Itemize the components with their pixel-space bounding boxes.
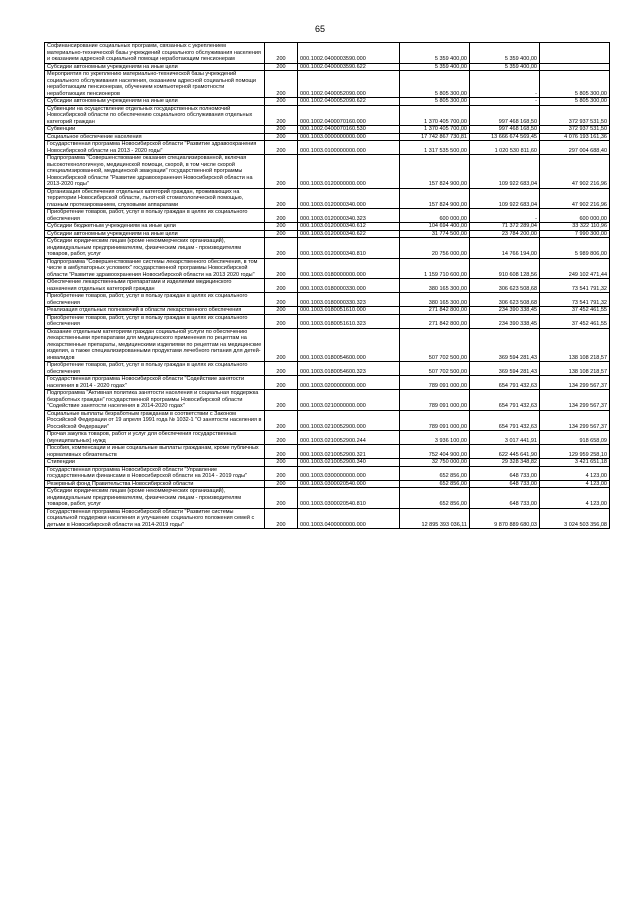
row-classification-code-cell: 000.1003.0300020540.000	[298, 480, 400, 488]
table-row	[45, 155, 610, 189]
row-line-code-cell: 200	[265, 223, 298, 231]
row-executed-amount-cell: 997 468 168,50	[470, 126, 540, 134]
row-unexecuted-amount-cell: 5 805 300,00	[540, 71, 610, 98]
table-row	[45, 410, 610, 431]
table-row	[45, 480, 610, 488]
row-line-code-cell: 200	[265, 459, 298, 467]
row-executed-amount-cell: 306 623 508,68	[470, 293, 540, 307]
row-unexecuted-amount-cell: 4 076 193 161,36	[540, 133, 610, 141]
row-unexecuted-amount-cell: 37 452 461,55	[540, 307, 610, 315]
row-executed-amount-cell: 997 468 168,50	[470, 105, 540, 126]
row-approved-amount-cell: 789 091 000,00	[400, 376, 470, 390]
row-approved-amount-cell: 12 895 393 036,11	[400, 508, 470, 529]
table-row	[45, 209, 610, 223]
row-unexecuted-amount-cell: 134 299 567,37	[540, 410, 610, 431]
row-unexecuted-amount-cell: 3 421 651,18	[540, 459, 610, 467]
row-classification-code-cell: 000.1003.0210052900.000	[298, 410, 400, 431]
row-unexecuted-amount-cell: 33 322 110,96	[540, 223, 610, 231]
row-executed-amount-cell: 622 445 641,90	[470, 445, 540, 459]
row-line-code-cell: 200	[265, 230, 298, 238]
table-row	[45, 459, 610, 467]
row-unexecuted-amount-cell: 47 902 216,96	[540, 188, 610, 209]
row-line-code-cell: 200	[265, 258, 298, 279]
row-approved-amount-cell: 1 317 535 500,00	[400, 141, 470, 155]
row-classification-code-cell: 000.1003.0180000000.000	[298, 258, 400, 279]
row-classification-code-cell: 000.1003.0180051610.323	[298, 314, 400, 328]
row-approved-amount-cell: 652 856,00	[400, 488, 470, 509]
row-name-cell: Подпрограмма "Совершенствование системы лекарственного обеспечения, в том числе в амбулаторных условиях" государственной программы Новосибирской области "Развитие здравоохранения Новосибирской области на 2013 2020 годы"	[45, 258, 265, 279]
row-approved-amount-cell: 789 091 000,00	[400, 390, 470, 411]
row-unexecuted-amount-cell: 4 123,00	[540, 466, 610, 480]
row-approved-amount-cell: 5 359 400,00	[400, 63, 470, 71]
row-line-code-cell: 200	[265, 126, 298, 134]
row-classification-code-cell: 000.1002.0400070160.530	[298, 126, 400, 134]
row-unexecuted-amount-cell: 600 000,00	[540, 209, 610, 223]
row-name-cell: Приобретение товаров, работ, услуг в пользу граждан в целях их социального обеспечения	[45, 209, 265, 223]
row-classification-code-cell: 000.1003.0210052900.340	[298, 459, 400, 467]
row-line-code-cell: 200	[265, 279, 298, 293]
row-approved-amount-cell: 5 805 300,00	[400, 71, 470, 98]
table-row	[45, 105, 610, 126]
table-row	[45, 188, 610, 209]
table-row	[45, 230, 610, 238]
row-unexecuted-amount-cell: 918 658,09	[540, 431, 610, 445]
row-executed-amount-cell: 306 623 508,68	[470, 279, 540, 293]
row-executed-amount-cell: 23 784 200,00	[470, 230, 540, 238]
row-classification-code-cell: 000.1003.0200000000.000	[298, 376, 400, 390]
table-row	[45, 445, 610, 459]
row-classification-code-cell: 000.1003.0180054600.000	[298, 328, 400, 362]
row-unexecuted-amount-cell: 134 299 567,37	[540, 376, 610, 390]
row-name-cell: Государственная программа Новосибирской области "Управление государственными финансами в Новосибирской области на 2014 - 2019 годы"	[45, 466, 265, 480]
row-name-cell: Субвенции на осуществление отдельных государственных полномочий Новосибирской области по обеспечению социального обслуживания отдельных категорий граждан	[45, 105, 265, 126]
row-classification-code-cell: 000.1003.0120000340.622	[298, 230, 400, 238]
table-row	[45, 328, 610, 362]
table-row	[45, 314, 610, 328]
row-executed-amount-cell: 648 733,00	[470, 488, 540, 509]
row-approved-amount-cell: 104 694 400,00	[400, 223, 470, 231]
table-row	[45, 376, 610, 390]
row-name-cell: Стипендии	[45, 459, 265, 467]
row-classification-code-cell: 000.1003.0210052900.244	[298, 431, 400, 445]
row-line-code-cell: 200	[265, 209, 298, 223]
row-unexecuted-amount-cell: 138 108 218,57	[540, 362, 610, 376]
row-approved-amount-cell: 380 165 300,00	[400, 293, 470, 307]
row-unexecuted-amount-cell	[540, 63, 610, 71]
row-unexecuted-amount-cell: 129 959 258,10	[540, 445, 610, 459]
row-approved-amount-cell: 789 091 000,00	[400, 410, 470, 431]
row-classification-code-cell: 000.1003.0180000330.000	[298, 279, 400, 293]
row-unexecuted-amount-cell: 3 024 503 356,08	[540, 508, 610, 529]
row-line-code-cell: 200	[265, 488, 298, 509]
row-executed-amount-cell: 910 608 128,56	[470, 258, 540, 279]
table-row	[45, 307, 610, 315]
row-classification-code-cell: 000.1003.0000000000.000	[298, 133, 400, 141]
row-executed-amount-cell: -	[470, 209, 540, 223]
row-approved-amount-cell: 157 824 900,00	[400, 188, 470, 209]
row-classification-code-cell: 000.1002.0400003590.000	[298, 43, 400, 64]
row-executed-amount-cell: 109 922 683,04	[470, 155, 540, 189]
row-line-code-cell: 200	[265, 328, 298, 362]
row-approved-amount-cell: 752 404 900,00	[400, 445, 470, 459]
row-executed-amount-cell: 29 328 348,82	[470, 459, 540, 467]
row-executed-amount-cell: -	[470, 71, 540, 98]
row-classification-code-cell: 000.1003.0120000340.810	[298, 238, 400, 259]
table-body	[45, 43, 610, 529]
row-approved-amount-cell: 271 842 800,00	[400, 314, 470, 328]
row-approved-amount-cell: 600 000,00	[400, 209, 470, 223]
table-row	[45, 43, 610, 64]
row-name-cell: Субсидии юридическим лицам (кроме некоммерческих организаций), индивидуальным предпринимателям, физическим лицам - производителям товаров, работ, услуг	[45, 488, 265, 509]
row-classification-code-cell: 000.1003.0180051610.000	[298, 307, 400, 315]
row-line-code-cell: 200	[265, 466, 298, 480]
row-executed-amount-cell: 369 594 281,43	[470, 328, 540, 362]
row-approved-amount-cell: 5 805 300,00	[400, 98, 470, 106]
row-executed-amount-cell: 71 372 289,04	[470, 223, 540, 231]
row-name-cell: Субсидии автономным учреждениям на иные цели	[45, 98, 265, 106]
row-line-code-cell: 200	[265, 390, 298, 411]
budget-execution-table	[44, 42, 610, 529]
row-name-cell: Пособия, компенсации и иные социальные выплаты гражданам, кроме публичных нормативных обязательств	[45, 445, 265, 459]
row-approved-amount-cell: 652 856,00	[400, 466, 470, 480]
row-executed-amount-cell: 109 922 683,04	[470, 188, 540, 209]
row-name-cell: Государственная программа Новосибирской области "Развитие системы социальной поддержки населения и улучшение социального положения семей с детьми в Новосибирской области на 2014-2019 годы"	[45, 508, 265, 529]
row-name-cell: Организация обеспечения отдельных категорий граждан, проживающих на территории Новосибирской области, льготной стоматологической помощью, глазным протезированием, слуховыми аппаратами	[45, 188, 265, 209]
row-name-cell: Субвенции	[45, 126, 265, 134]
row-approved-amount-cell: 31 774 500,00	[400, 230, 470, 238]
row-name-cell: Социальное обеспечение населения	[45, 133, 265, 141]
row-name-cell: Субсидии автономным учреждениям на иные цели	[45, 63, 265, 71]
row-approved-amount-cell: 32 750 000,00	[400, 459, 470, 467]
table-row	[45, 63, 610, 71]
row-classification-code-cell: 000.1002.0400052090.000	[298, 71, 400, 98]
row-name-cell: Приобретение товаров, работ, услуг в пользу граждан в целях их социального обеспечения	[45, 293, 265, 307]
row-executed-amount-cell: 3 017 441,91	[470, 431, 540, 445]
row-name-cell: Подпрограмма "Активная политика занятости населения и социальная поддержка безработных граждан" государственной программы Новосибирской области "Содействие занятости населения в 2014-2020 годах"	[45, 390, 265, 411]
row-unexecuted-amount-cell: 4 123,00	[540, 480, 610, 488]
row-unexecuted-amount-cell: 5 989 806,00	[540, 238, 610, 259]
row-classification-code-cell: 000.1002.0400003590.622	[298, 63, 400, 71]
row-classification-code-cell: 000.1002.0400052090.622	[298, 98, 400, 106]
row-approved-amount-cell: 271 842 800,00	[400, 307, 470, 315]
row-name-cell: Субсидии юридическим лицам (кроме некоммерческих организаций), индивидуальным предпринимателям, физическим лицам - производителям товаров, работ, услуг	[45, 238, 265, 259]
row-approved-amount-cell: 1 159 710 600,00	[400, 258, 470, 279]
row-line-code-cell: 200	[265, 293, 298, 307]
row-line-code-cell: 200	[265, 480, 298, 488]
row-executed-amount-cell: 234 390 338,45	[470, 307, 540, 315]
row-approved-amount-cell: 20 756 000,00	[400, 238, 470, 259]
row-name-cell: Резервный фонд Правительства Новосибирской области	[45, 480, 265, 488]
row-name-cell: Государственная программа Новосибирской области "Развитие здравоохранения Новосибирской области на 2013 - 2020 годы"	[45, 141, 265, 155]
row-line-code-cell: 200	[265, 376, 298, 390]
row-classification-code-cell: 000.1002.0400070160.000	[298, 105, 400, 126]
row-unexecuted-amount-cell: 4 123,00	[540, 488, 610, 509]
row-line-code-cell: 200	[265, 71, 298, 98]
row-name-cell: Субсидии бюджетным учреждениям на иные цели	[45, 223, 265, 231]
row-unexecuted-amount-cell: 37 452 461,55	[540, 314, 610, 328]
row-classification-code-cell: 000.1003.0180000330.323	[298, 293, 400, 307]
row-approved-amount-cell: 5 359 400,00	[400, 43, 470, 64]
row-name-cell: Приобретение товаров, работ, услуг в пользу граждан в целях их социального обеспечения	[45, 362, 265, 376]
row-name-cell: Софинансирование социальных программ, связанных с укреплением материально-технической базы учреждений социального обслуживания населения и оказанием адресной социальной помощи неработающим пенсионерам	[45, 43, 265, 64]
row-line-code-cell: 200	[265, 105, 298, 126]
row-classification-code-cell: 000.1003.0210000000.000	[298, 390, 400, 411]
row-name-cell: Реализация отдельных полномочий в области лекарственного обеспечения	[45, 307, 265, 315]
row-unexecuted-amount-cell: 249 102 471,44	[540, 258, 610, 279]
row-unexecuted-amount-cell: 7 990 300,00	[540, 230, 610, 238]
row-unexecuted-amount-cell: 47 902 216,96	[540, 155, 610, 189]
row-classification-code-cell: 000.1003.0300000000.000	[298, 466, 400, 480]
row-unexecuted-amount-cell: 73 541 791,32	[540, 279, 610, 293]
row-name-cell: Обеспечение лекарственными препаратами и изделиями медицинского назначения отдельных категорий граждан	[45, 279, 265, 293]
row-approved-amount-cell: 507 702 500,00	[400, 362, 470, 376]
row-executed-amount-cell: 5 359 400,00	[470, 43, 540, 64]
row-unexecuted-amount-cell: 134 299 567,37	[540, 390, 610, 411]
table-row	[45, 223, 610, 231]
row-classification-code-cell: 000.1003.0120000340.323	[298, 209, 400, 223]
row-executed-amount-cell: 13 666 674 569,45	[470, 133, 540, 141]
row-classification-code-cell: 000.1003.0120000000.000	[298, 155, 400, 189]
row-executed-amount-cell: 654 791 432,63	[470, 390, 540, 411]
row-unexecuted-amount-cell: 372 937 531,50	[540, 105, 610, 126]
table-row	[45, 508, 610, 529]
row-line-code-cell: 200	[265, 133, 298, 141]
table-row	[45, 466, 610, 480]
table-row	[45, 431, 610, 445]
row-executed-amount-cell: 654 791 432,63	[470, 410, 540, 431]
row-name-cell: Подпрограмма "Совершенствование оказания специализированной, включая высокотехнологичную, медицинской помощи, скорой, в том числе скорой специализированной, медицинской эвакуации" государственной программы Новосибирской области "Развитие здравоохранения Новосибирской области на 2013-2020 годы"	[45, 155, 265, 189]
row-approved-amount-cell: 1 370 405 700,00	[400, 126, 470, 134]
row-line-code-cell: 200	[265, 431, 298, 445]
row-name-cell: Государственная программа Новосибирской области "Содействие занятости населения в 2014 - 2020 годах"	[45, 376, 265, 390]
row-executed-amount-cell: 234 390 338,45	[470, 314, 540, 328]
row-classification-code-cell: 000.1003.0300020540.810	[298, 488, 400, 509]
row-line-code-cell: 200	[265, 188, 298, 209]
row-classification-code-cell: 000.1003.0120000340.612	[298, 223, 400, 231]
table-row	[45, 279, 610, 293]
row-name-cell: Оказание отдельным категориям граждан социальной услуги по обеспечению лекарственными препаратами для медицинского применения по рецептам на лекарственные препараты, медицинскими изделиями по рецептам на медицинские изделия, а также специализированными продуктами лечебного питания для детей-инвалидов	[45, 328, 265, 362]
row-approved-amount-cell: 17 742 867 730,81	[400, 133, 470, 141]
row-executed-amount-cell: 654 791 432,63	[470, 376, 540, 390]
row-unexecuted-amount-cell: 5 805 300,00	[540, 98, 610, 106]
row-line-code-cell: 200	[265, 141, 298, 155]
table-row	[45, 293, 610, 307]
table-row	[45, 141, 610, 155]
row-unexecuted-amount-cell	[540, 43, 610, 64]
row-line-code-cell: 200	[265, 445, 298, 459]
table-row	[45, 98, 610, 106]
table-row	[45, 238, 610, 259]
row-line-code-cell: 200	[265, 43, 298, 64]
row-line-code-cell: 200	[265, 314, 298, 328]
row-line-code-cell: 200	[265, 508, 298, 529]
row-unexecuted-amount-cell: 138 108 218,57	[540, 328, 610, 362]
row-executed-amount-cell: 648 733,00	[470, 480, 540, 488]
row-name-cell: Приобретение товаров, работ, услуг в пользу граждан в целях их социального обеспечения	[45, 314, 265, 328]
row-approved-amount-cell: 652 856,00	[400, 480, 470, 488]
table-row	[45, 362, 610, 376]
table-row	[45, 71, 610, 98]
row-name-cell: Социальные выплаты безработным гражданам в соответствии с Законом Российской Федерации от 19 апреля 1991 года № 1032-1 "О занятости населения в Российской Федерации"	[45, 410, 265, 431]
row-approved-amount-cell: 157 824 900,00	[400, 155, 470, 189]
row-approved-amount-cell: 507 702 500,00	[400, 328, 470, 362]
row-name-cell: Мероприятия по укреплению материально-технической базы учреждений социального обслуживания населения, оказанием адресной социальной помощи неработающим пенсионерам, обучением компьютерной грамотности неработающих пенсионеров	[45, 71, 265, 98]
row-unexecuted-amount-cell: 297 004 688,40	[540, 141, 610, 155]
row-approved-amount-cell: 380 165 300,00	[400, 279, 470, 293]
row-name-cell: Прочая закупка товаров, работ и услуг для обеспечения государственных (муниципальных) нужд	[45, 431, 265, 445]
row-name-cell: Субсидии автономным учреждениям на иные цели	[45, 230, 265, 238]
row-line-code-cell: 200	[265, 63, 298, 71]
row-classification-code-cell: 000.1003.0180054600.323	[298, 362, 400, 376]
row-executed-amount-cell: 648 733,00	[470, 466, 540, 480]
row-executed-amount-cell: 1 020 530 811,60	[470, 141, 540, 155]
row-executed-amount-cell: 369 594 281,43	[470, 362, 540, 376]
row-classification-code-cell: 000.1003.0400000000.000	[298, 508, 400, 529]
row-executed-amount-cell: 9 870 889 680,03	[470, 508, 540, 529]
row-line-code-cell: 200	[265, 98, 298, 106]
row-executed-amount-cell: 14 766 194,00	[470, 238, 540, 259]
row-unexecuted-amount-cell: 372 937 531,50	[540, 126, 610, 134]
row-approved-amount-cell: 1 370 405 700,00	[400, 105, 470, 126]
row-line-code-cell: 200	[265, 410, 298, 431]
table-row	[45, 258, 610, 279]
row-classification-code-cell: 000.1003.0120000340.000	[298, 188, 400, 209]
table-row	[45, 390, 610, 411]
table-row	[45, 133, 610, 141]
row-executed-amount-cell: 5 359 400,00	[470, 63, 540, 71]
row-line-code-cell: 200	[265, 362, 298, 376]
row-approved-amount-cell: 3 936 100,00	[400, 431, 470, 445]
table-row	[45, 488, 610, 509]
row-executed-amount-cell: -	[470, 98, 540, 106]
table-row	[45, 126, 610, 134]
page-number: 65	[314, 24, 325, 34]
row-line-code-cell: 200	[265, 155, 298, 189]
row-line-code-cell: 200	[265, 238, 298, 259]
row-unexecuted-amount-cell: 73 541 791,32	[540, 293, 610, 307]
row-classification-code-cell: 000.1003.0100000000.000	[298, 141, 400, 155]
row-classification-code-cell: 000.1003.0210052900.321	[298, 445, 400, 459]
row-line-code-cell: 200	[265, 307, 298, 315]
